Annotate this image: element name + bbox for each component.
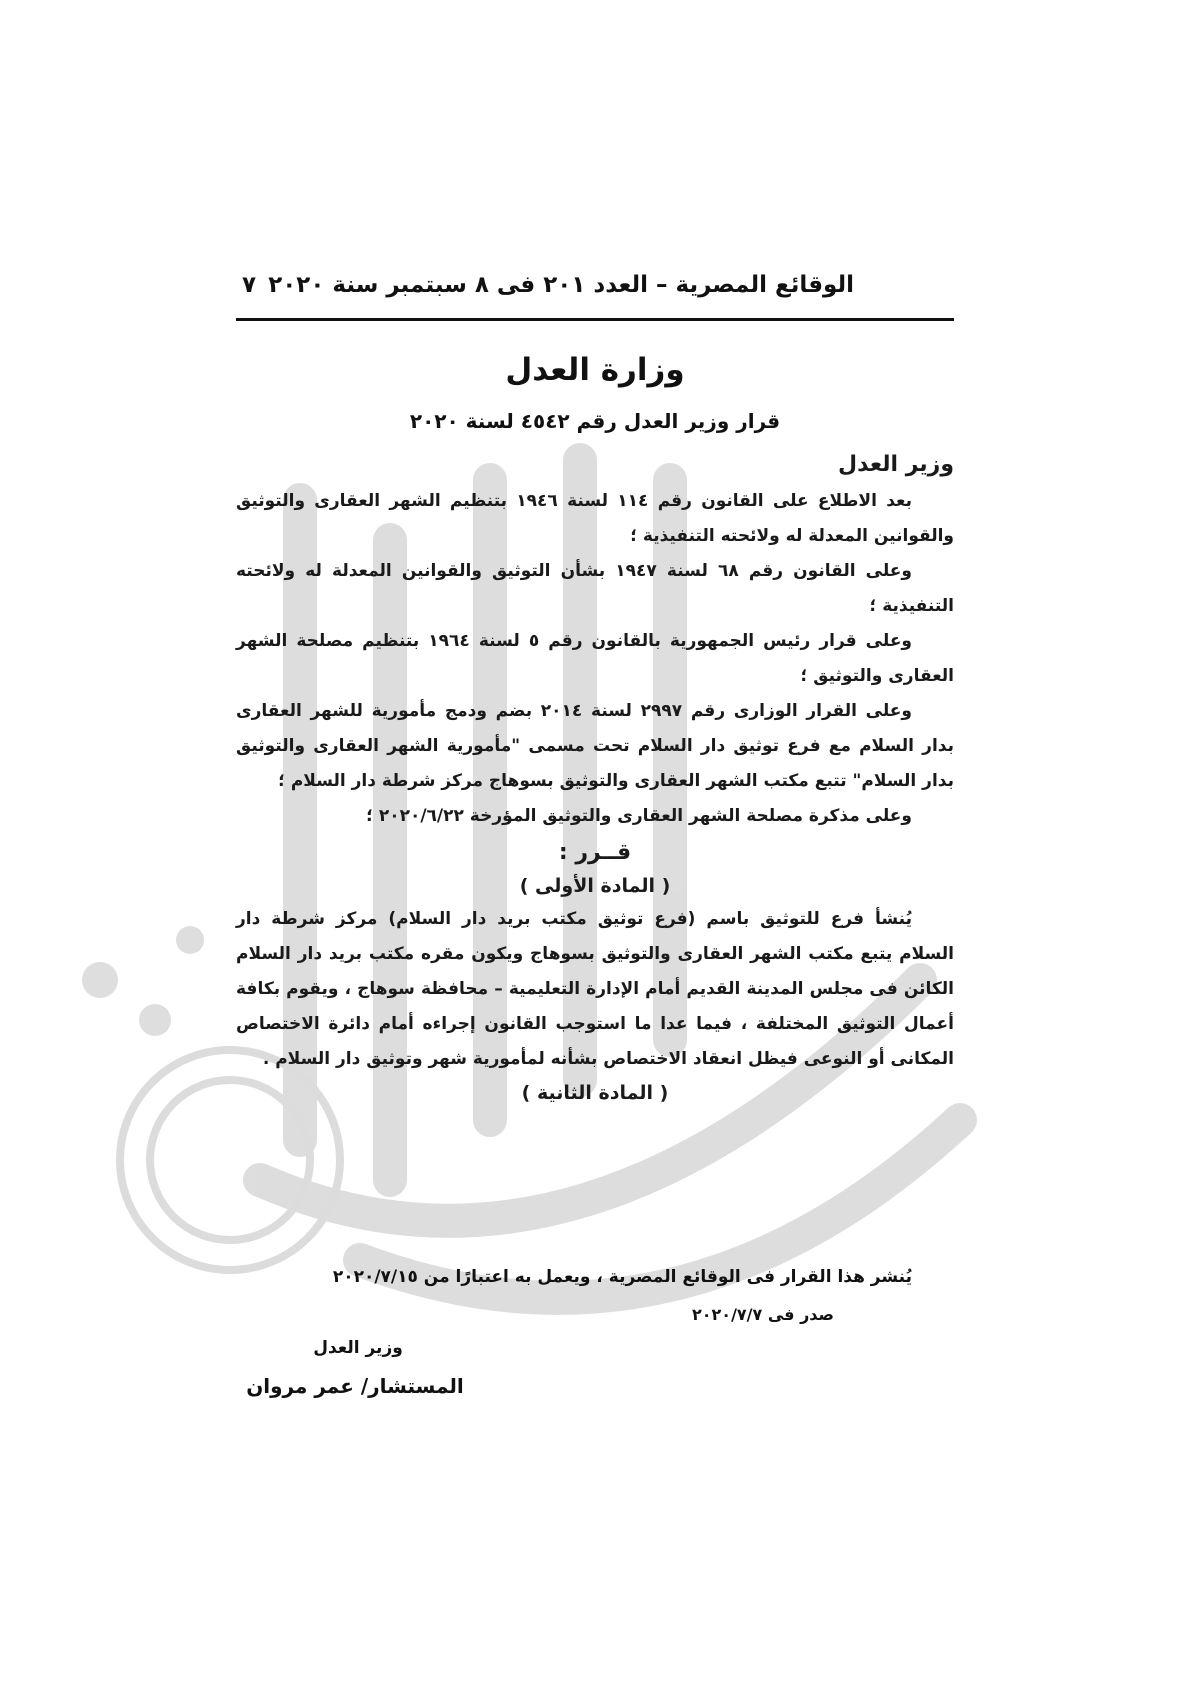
signature-role: وزير العدل bbox=[313, 1338, 403, 1358]
article-2-text bbox=[236, 1260, 954, 1295]
header-divider bbox=[236, 318, 954, 321]
preamble-heading: وزير العدل bbox=[838, 452, 954, 477]
decided-heading: قــرر : bbox=[558, 840, 632, 865]
page-number: ٧ bbox=[242, 272, 257, 298]
signature-name: المستشار/ عمر مروان bbox=[246, 1374, 464, 1398]
decree-title: قرار وزير العدل رقم ٤٥٤٢ لسنة ٢٠٢٠ bbox=[409, 409, 781, 433]
preamble-paragraph: وعلى القانون رقم ٦٨ لسنة ١٩٤٧ بشأن التوثيق والقوانين المعدلة له ولائحته التنفيذية ؛ bbox=[236, 561, 954, 616]
article-2-paragraph: يُنشر هذا القرار فى الوقائع المصرية ، ويعمل به اعتبارًا من ٢٠٢٠/٧/١٥ bbox=[332, 1267, 912, 1287]
article-1-heading: ( المادة الأولى ) bbox=[519, 875, 671, 897]
decree-body bbox=[236, 448, 954, 1109]
issue-date: صدر فى ٢٠٢٠/٧/٧ bbox=[692, 1305, 834, 1324]
article-2-heading: ( المادة الثانية ) bbox=[521, 1082, 669, 1104]
preamble-paragraph: وعلى مذكرة مصلحة الشهر العقارى والتوثيق المؤرخة ٢٠٢٠/٦/٢٢ ؛ bbox=[366, 806, 912, 826]
gazette-header bbox=[236, 268, 954, 308]
article-1-text: يُنشأ فرع للتوثيق باسم (فرع توثيق مكتب بريد دار السلام) مركز شرطة دار السلام يتبع مكتب الشهر العقارى والتوثيق بسوهاج ويكون مقره مكتب بريد دار السلام الكائن فى مجلس المدينة القديم أمام الإدارة التعليمية – محافظة سوهاج ، ويقوم بكافة أعمال التوثيق المختلفة ، فيما عدا ما استوجب القانون إجراءه أمام دائرة الاختصاص المكانى أو النوعى فيظل انعقاد الاختصاص بشأنه لمأمورية شهر وتوثيق دار السلام . bbox=[236, 909, 954, 1069]
preamble-paragraph: وعلى قرار رئيس الجمهورية بالقانون رقم ٥ لسنة ١٩٦٤ بتنظيم مصلحة الشهر العقارى والتوثيق ؛ bbox=[236, 631, 954, 686]
gazette-title: الوقائع المصرية – العدد ٢٠١ فى ٨ سبتمبر سنة ٢٠٢٠ bbox=[268, 272, 854, 298]
ministry-title: وزارة العدل bbox=[505, 352, 685, 388]
preamble-paragraph: وعلى القرار الوزارى رقم ٢٩٩٧ لسنة ٢٠١٤ بضم ودمج مأمورية للشهر العقارى بدار السلام مع فرع توثيق دار السلام تحت مسمى "مأمورية الشهر العقارى والتوثيق بدار السلام" تتبع مكتب الشهر العقارى والتوثيق بسوهاج مركز شرطة دار السلام ؛ bbox=[236, 701, 954, 791]
preamble-paragraph: بعد الاطلاع على القانون رقم ١١٤ لسنة ١٩٤٦ بتنظيم الشهر العقارى والتوثيق والقوانين المعدلة له ولائحته التنفيذية ؛ bbox=[236, 491, 954, 546]
